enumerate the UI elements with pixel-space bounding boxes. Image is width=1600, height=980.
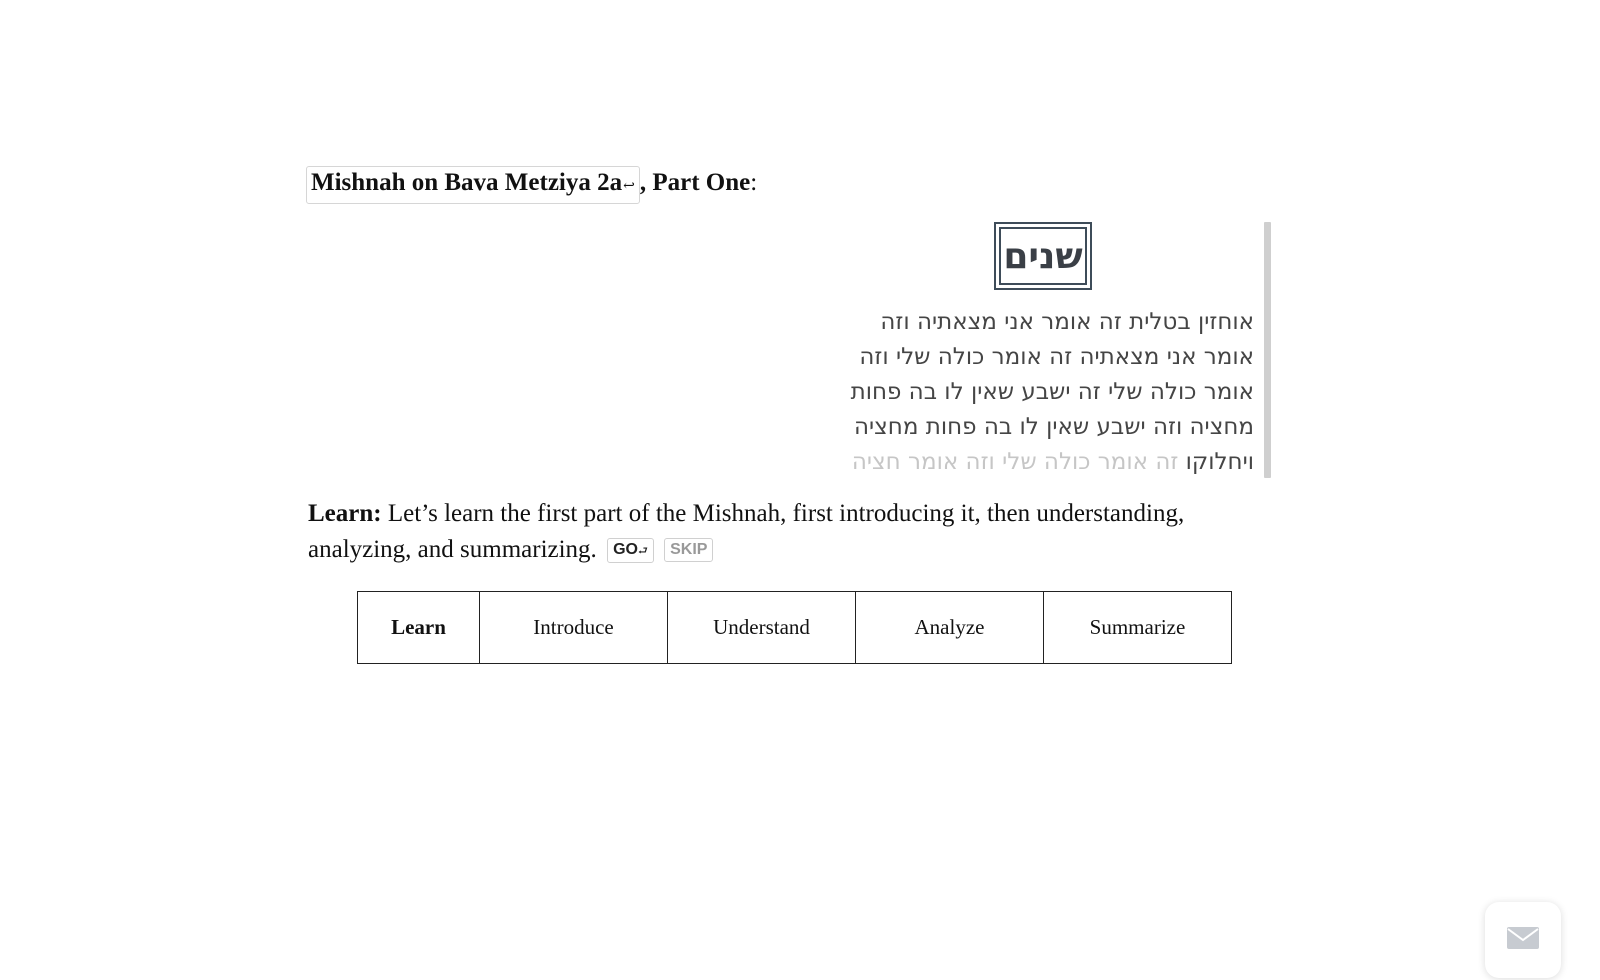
learn-instructions (308, 496, 1248, 568)
hebrew-line: אומר כולה שלי זה ישבע שאין לו בה פחות (850, 379, 1254, 405)
step-understand[interactable]: Understand (668, 592, 856, 664)
step-summarize[interactable]: Summarize (1044, 592, 1232, 664)
step-analyze[interactable]: Analyze (856, 592, 1044, 664)
enter-icon: ⮐ (637, 545, 648, 557)
step-navigation-table (357, 591, 1232, 664)
go-button[interactable] (607, 538, 654, 563)
source-link[interactable] (306, 166, 640, 204)
step-introduce[interactable]: Introduce (480, 592, 668, 664)
source-link-text: Mishnah on Bava Metziya 2a (311, 169, 623, 196)
message-widget-button[interactable] (1485, 902, 1561, 978)
page-heading (306, 166, 757, 204)
hebrew-line-last (826, 445, 1254, 480)
hebrew-text-panel (826, 222, 1271, 478)
skip-button[interactable]: SKIP (664, 538, 713, 562)
hebrew-text-faded: זה אומר כולה שלי וזה אומר חציה (851, 449, 1186, 475)
hebrew-line: אוחזין בטלית זה אומר אני מצאתיה וזה (880, 309, 1254, 335)
heading-suffix: , Part One (639, 169, 751, 196)
step-row (358, 592, 1232, 664)
hebrew-word-box (994, 222, 1092, 290)
envelope-icon (1507, 927, 1539, 954)
hebrew-mishnah-text (826, 305, 1254, 480)
go-button-label: GO (613, 541, 638, 558)
hebrew-line: מחציה וזה ישבע שאין לו בה פחות מחציה (853, 414, 1254, 440)
learn-label: Learn: (308, 500, 382, 527)
step-learn[interactable]: Learn (358, 592, 480, 664)
hebrew-word-current: ויחלוקו (1185, 449, 1254, 475)
hebrew-line: אומר אני מצאתיה זה אומר כולה שלי וזה (859, 344, 1254, 370)
heading-colon: : (750, 169, 758, 196)
panel-scrollbar[interactable] (1264, 222, 1271, 478)
learn-text: Let’s learn the first part of the Mishnah, first introducing it, then understanding, analyzing, and summarizing. (308, 500, 1185, 563)
return-icon: ↩ (623, 179, 635, 194)
hebrew-word: שנים (999, 227, 1087, 285)
